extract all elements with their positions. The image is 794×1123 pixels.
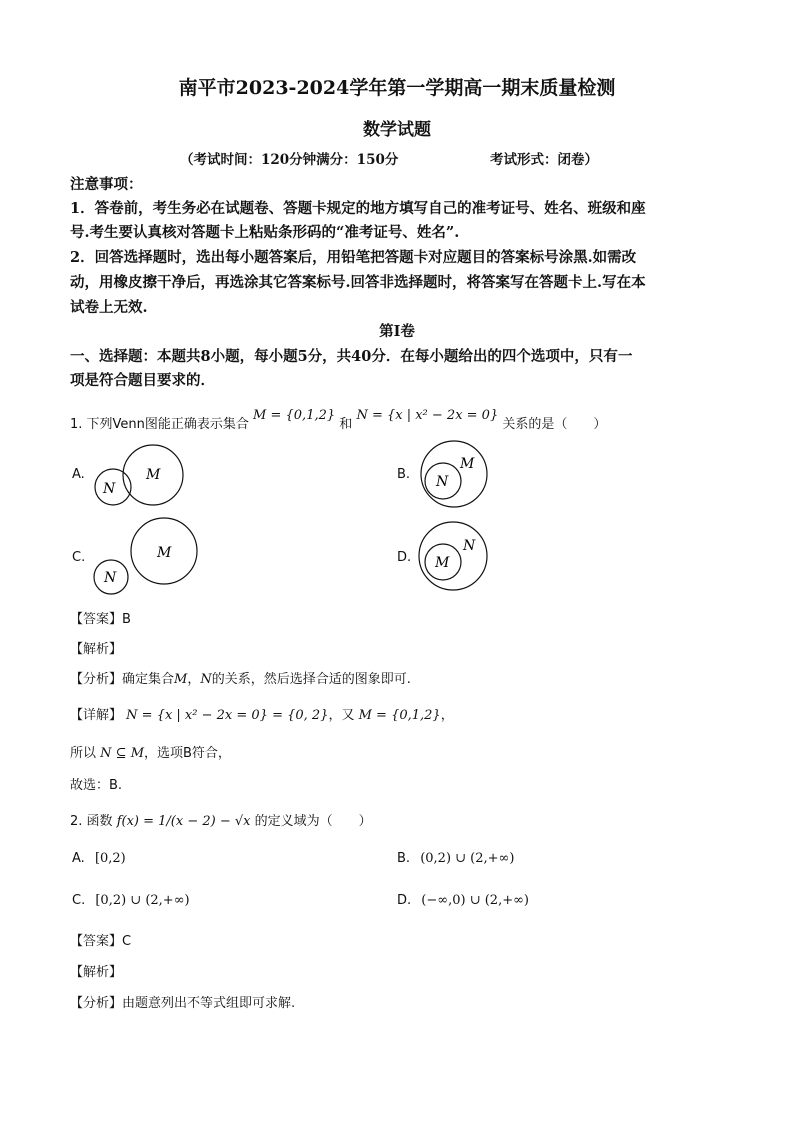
q2-option-c <box>72 893 190 908</box>
venn-a-label-m: M <box>146 467 161 483</box>
q1-option-d-label: D. <box>397 550 412 565</box>
page-title: 南平市2023-2024学年第一学期高一期末质量检测 <box>178 77 616 99</box>
q1-so <box>70 742 231 761</box>
section-line2: 项是符合题目要求的． <box>70 372 215 389</box>
venn-b-label-m: M <box>460 456 475 472</box>
section-line1: 一、选择题：本题共8小题，每小题5分，共40分．在每小题给出的四个选项中，只有一 <box>70 348 633 365</box>
q1-option-b-label: B. <box>397 467 411 482</box>
q1-option-c-venn <box>90 515 200 595</box>
q1-analysis-a: 【分析】确定集合 <box>70 672 175 687</box>
q1-so-a: 所以 <box>70 746 97 761</box>
q1-analysis-m: M <box>174 672 188 687</box>
q1-choose: 故选：B. <box>70 778 123 793</box>
q1-detail-eq: N = {x | x² − 2x = 0} = {0, 2} <box>126 708 329 723</box>
part-title: 第I卷 <box>379 323 415 340</box>
q2-jiexi: 【解析】 <box>70 965 123 980</box>
q2-stem <box>70 810 372 829</box>
q1-option-b-venn <box>415 440 515 515</box>
venn-c-label-n: N <box>104 570 117 586</box>
q1-detail-c: ， <box>440 708 454 723</box>
venn-b-label-n: N <box>436 474 449 490</box>
q2-stem-a: 2. 函数 <box>70 814 113 829</box>
notice-item2-line1: 2．回答选择题时，选出每小题答案后，用铅笔把答题卡对应题目的答案标号涂黑.如需改 <box>70 249 637 266</box>
q1-set-n: N = {x | x² − 2x = 0} <box>356 408 499 423</box>
q1-detail-m: M = {0,1,2} <box>358 708 441 723</box>
q2-option-b-value: (0,2) ∪ (2,+∞) <box>420 851 515 866</box>
q1-option-d-venn <box>415 520 515 595</box>
q1-detail <box>70 704 454 723</box>
venn-d-circle-n <box>419 522 487 590</box>
venn-c-label-m: M <box>157 545 172 561</box>
q1-option-a-label: A. <box>72 467 85 482</box>
q2-func: f(x) = 1/(x − 2) − √x <box>116 814 251 829</box>
notice-heading: 注意事项： <box>70 176 143 193</box>
q1-stem <box>70 408 607 432</box>
notice-item1-line1: 1．答卷前，考生务必在试题卷、答题卡规定的地方填写自己的准考证号、姓名、班级和座 <box>70 200 646 217</box>
q1-option-c-label: C. <box>72 550 86 565</box>
q1-stem-a: 1. 下列Venn图能正确表示集合 <box>70 417 249 432</box>
q2-option-d-value: (−∞,0) ∪ (2,+∞) <box>421 893 529 908</box>
q1-answer: 【答案】B <box>70 612 131 627</box>
q2-option-b-label: B. <box>397 851 411 866</box>
q1-analysis-c: 的关系，然后选择合适的图象即可. <box>211 672 411 687</box>
q2-option-d-label: D. <box>397 893 412 908</box>
q2-option-c-value: [0,2) ∪ (2,+∞) <box>95 893 190 908</box>
q2-option-d <box>397 893 529 908</box>
q2-option-a-value: [0,2) <box>94 851 126 866</box>
venn-d-label-n: N <box>463 538 476 554</box>
notice-item2-line3: 试卷上无效. <box>70 299 148 316</box>
notice-item2-line2: 动，用橡皮擦干净后，再选涂其它答案标号.回答非选择题时，将答案写在答题卡上.写在本 <box>70 274 646 291</box>
q2-option-a-label: A. <box>72 851 85 866</box>
venn-b-circle-m <box>421 441 487 507</box>
venn-a-label-n: N <box>103 481 116 497</box>
q1-set-m: M = {0,1,2} <box>253 408 336 423</box>
q2-option-b <box>397 851 514 866</box>
venn-d-label-m: M <box>435 555 450 571</box>
q1-option-a-venn <box>90 440 220 520</box>
q1-so-b: ，选项B符合， <box>144 746 231 761</box>
q1-analysis-b: ， <box>187 672 201 687</box>
q2-stem-b: 的定义域为（ ） <box>254 814 372 829</box>
page-subtitle: 数学试题 <box>363 120 431 140</box>
q1-detail-a: 【详解】 <box>70 708 123 723</box>
q1-so-rel: N ⊆ M <box>100 746 144 761</box>
q2-analysis: 【分析】由题意列出不等式组即可求解. <box>70 996 296 1011</box>
q2-answer: 【答案】C <box>70 934 132 949</box>
q1-analysis-n: N <box>200 672 212 687</box>
exam-form: 考试形式：闭卷） <box>490 152 598 168</box>
q1-analysis <box>70 668 411 687</box>
q2-option-c-label: C. <box>72 893 86 908</box>
q2-option-a <box>72 851 126 866</box>
notice-item1-line2: 号.考生要认真核对答题卡上粘贴条形码的“准考证号、姓名”. <box>70 224 460 241</box>
q1-stem-b: 和 <box>339 417 353 432</box>
q1-detail-b: ，又 <box>328 708 355 723</box>
q1-stem-c: 关系的是（ ） <box>502 417 607 432</box>
q1-jiexi: 【解析】 <box>70 642 123 657</box>
exam-time: （考试时间：120分钟满分：150分 <box>180 152 399 168</box>
